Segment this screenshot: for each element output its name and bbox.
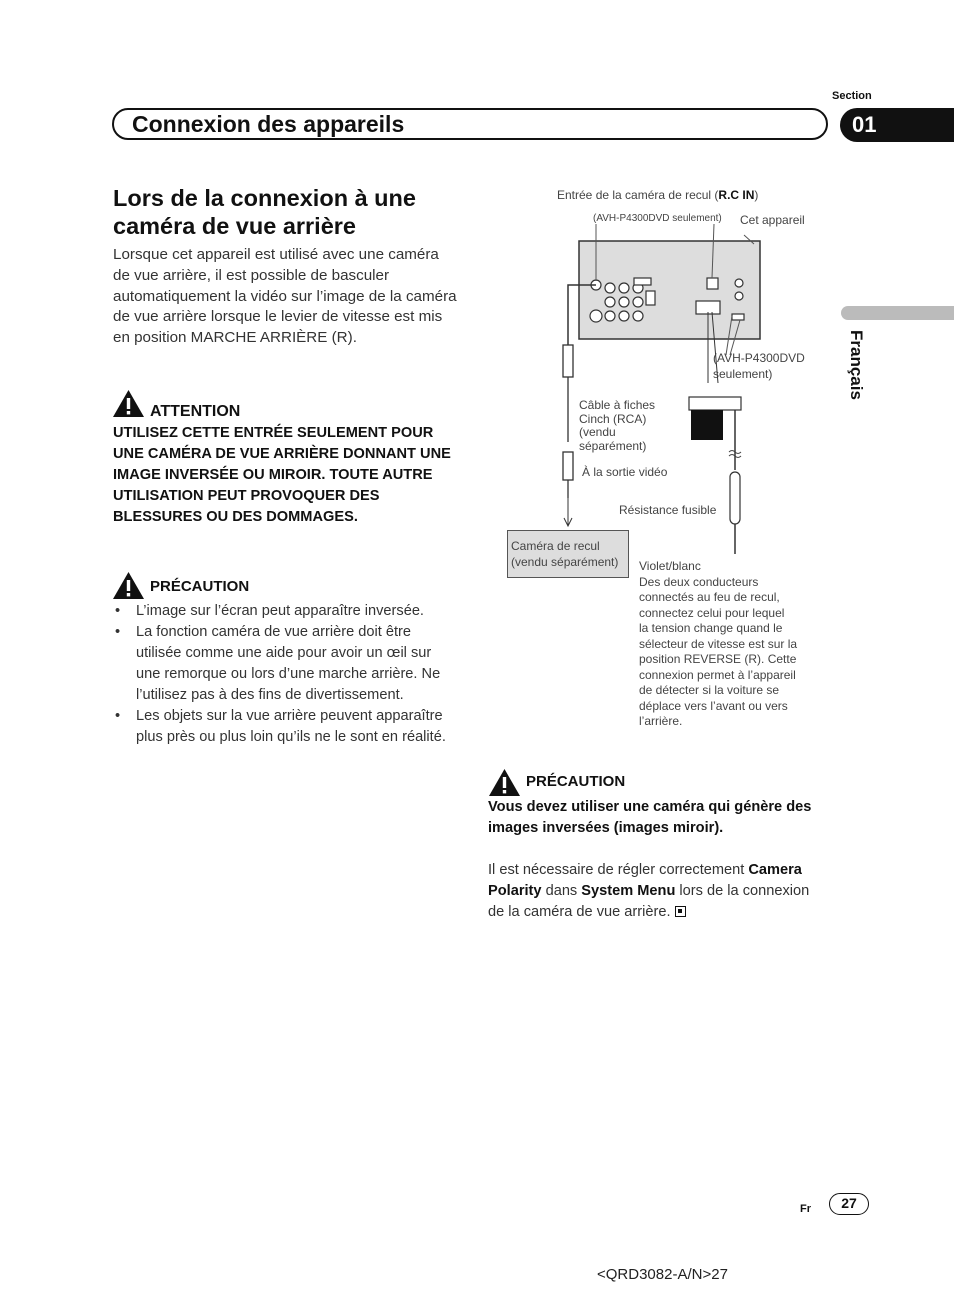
caution-icon bbox=[112, 571, 145, 600]
list-item: • L’image sur l’écran peut apparaître inversée. bbox=[113, 601, 458, 622]
attention-title: ATTENTION bbox=[150, 403, 241, 420]
language-tab bbox=[841, 306, 954, 320]
model-note-label: (AVH-P4300DVD seulement) bbox=[593, 213, 722, 224]
system-menu-term: System Menu bbox=[581, 883, 676, 899]
fuse-label: Résistance fusible bbox=[619, 503, 717, 517]
wire-description: Violet/blanc Des deux conducteurs connectés au feu de recul, connectez celui pour lequel la tension change quand le sélecteur de vitesse est sur la position REVERSE (R). Cette connexion permet à l’appareil de détecter si la voiture se déplace vers l’avant ou vers l’arrière. bbox=[639, 559, 798, 728]
language-label: Français bbox=[847, 330, 866, 400]
section-number: 01 bbox=[852, 112, 877, 137]
end-mark-icon bbox=[675, 906, 686, 917]
model-note-label-2: (AVH-P4300DVD seulement) bbox=[713, 351, 805, 381]
camera-label: Caméra de recul (vendu séparément) bbox=[511, 539, 619, 569]
section-label: Section bbox=[832, 90, 872, 102]
precaution-title-right: PRÉCAUTION bbox=[526, 773, 626, 790]
list-item: • Les objets sur la vue arrière peuvent apparaître plus près ou plus loin qu’ils ne le sont en réalité. bbox=[113, 706, 458, 748]
precaution-note: Vous devez utiliser une caméra qui génère des images inversées (images miroir). bbox=[488, 799, 812, 836]
cable-label: Câble à fiches Cinch (RCA) (vendu séparément) bbox=[579, 398, 656, 453]
precaution-title: PRÉCAUTION bbox=[150, 578, 250, 595]
unit-label: Cet appareil bbox=[740, 213, 805, 227]
chapter-title: Connexion des appareils bbox=[132, 111, 405, 137]
settings-note: Il est nécessaire de régler correctement Camera Polarity dans System Menu lors de la connexion de la caméra de vue arrière. bbox=[488, 862, 810, 920]
language-code: Fr bbox=[800, 1203, 811, 1215]
list-item: • La fonction caméra de vue arrière doit être utilisée comme une aide pour avoir un œil sur une remorque ou lors d’une marche arrière. Ne l’utilisez pas à des fins de divertissement. bbox=[113, 622, 458, 706]
rc-in-label: Entrée de la caméra de recul (R.C IN) bbox=[557, 188, 759, 202]
intro-paragraph: Lorsque cet appareil est utilisé avec une caméra de vue arrière, il est possible de basculer automatiquement la vidéo sur l’image de la caméra de vue arrière lorsque le levier de vitesse est mis en position MARCHE ARRIÈRE (R). bbox=[113, 246, 457, 347]
document-code: <QRD3082-A/N>27 bbox=[597, 1266, 728, 1283]
video-out-label: À la sortie vidéo bbox=[582, 465, 668, 479]
caution-icon bbox=[488, 768, 521, 797]
precaution-list bbox=[113, 601, 458, 748]
attention-text: UTILISEZ CETTE ENTRÉE SEULEMENT POUR UNE CAMÉRA DE VUE ARRIÈRE DONNANT UNE IMAGE INVERSÉE OU MIROIR. TOUTE AUTRE UTILISATION PEUT PROVOQUER DES BLESSURES OU DES DOMMAGES. bbox=[113, 425, 451, 525]
page-number: 27 bbox=[829, 1193, 869, 1215]
warning-icon bbox=[112, 389, 145, 418]
page-heading: Lors de la connexion à une caméra de vue arrière bbox=[113, 185, 416, 239]
camera-polarity-term: Camera Polarity bbox=[488, 862, 802, 899]
